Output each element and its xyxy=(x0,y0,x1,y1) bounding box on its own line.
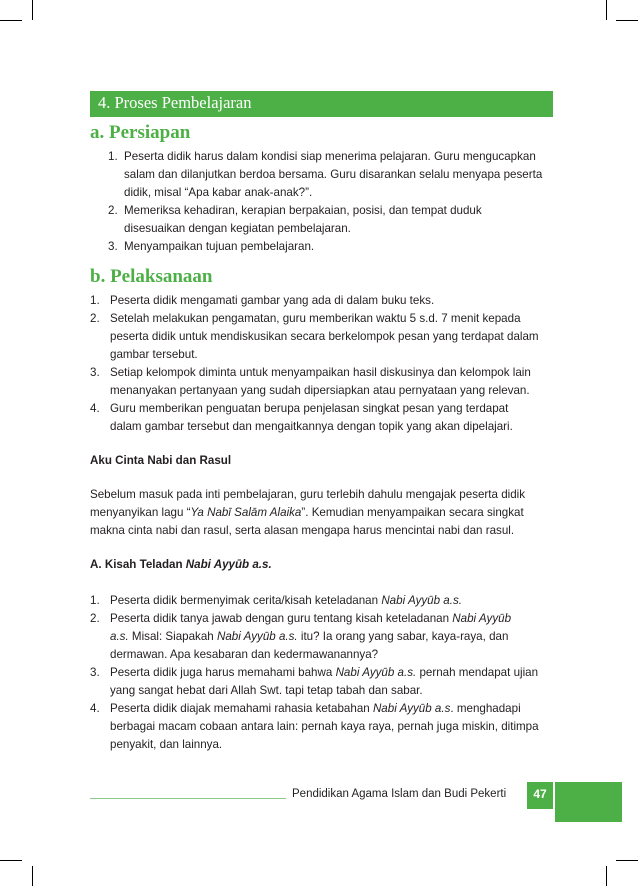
page-number: 47 xyxy=(527,782,553,809)
crop-mark xyxy=(32,0,33,20)
crop-mark xyxy=(606,0,607,20)
persiapan-heading: a. Persiapan xyxy=(90,122,191,143)
kisah-heading: A. Kisah Teladan Nabi Ayyūb a.s. xyxy=(90,558,272,571)
paragraph-line: makna cinta nabi dan rasul, serta alasan mengapa harus mencintai nabi dan rasul. xyxy=(90,524,515,537)
aku-cinta-heading: Aku Cinta Nabi dan Rasul xyxy=(90,454,232,467)
section-header xyxy=(90,91,553,117)
footer-rule xyxy=(90,798,286,799)
page-tab xyxy=(555,782,622,822)
crop-mark xyxy=(0,20,22,21)
footer-book-title: Pendidikan Agama Islam dan Budi Pekerti xyxy=(292,788,507,800)
paragraph-line: menyanyikan lagu “Ya Nabī Salām Alaika”. Kemudian menyampaikan secara singkat xyxy=(90,506,524,519)
crop-mark xyxy=(606,866,607,886)
crop-mark xyxy=(0,860,22,861)
pelaksanaan-heading: b. Pelaksanaan xyxy=(90,266,213,287)
paragraph-line: Sebelum masuk pada inti pembelajaran, guru terlebih dahulu mengajak peserta didik xyxy=(90,488,526,501)
crop-mark xyxy=(616,860,638,861)
crop-mark xyxy=(32,866,33,886)
crop-mark xyxy=(616,20,638,21)
section-title: 4. Proses Pembelajaran xyxy=(98,93,252,112)
